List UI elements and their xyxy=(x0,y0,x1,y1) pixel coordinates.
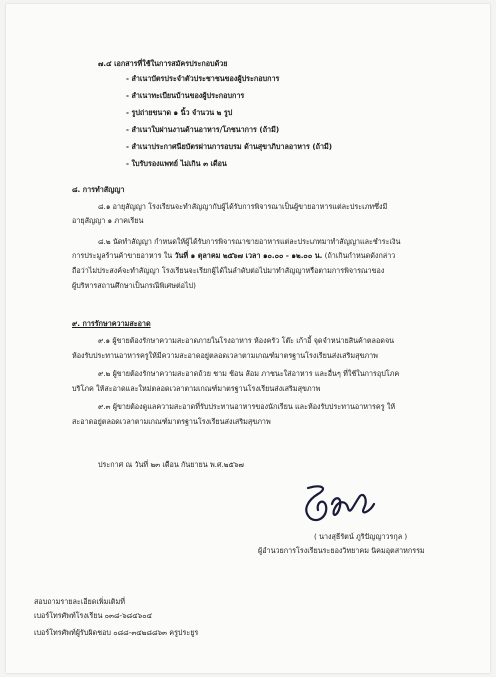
clean-p1-line1: ๙.๑ ผู้ขายต้องรักษาความสะอาดภายในโรงอาหาร ห้องครัว โต๊ะ เก้าอี้ จุดจำหน่ายสินค้าตลอดจน xyxy=(98,336,395,345)
contact-intro: สอบถามรายละเอียดเพิ่มเติมที่ xyxy=(34,597,125,606)
contract-p1-line1: ๘.๑ อายุสัญญา โรงเรียนจะทำสัญญากับผู้ได้รับการพิจารณาเป็นผู้ขายอาหารแต่ละประเภทซึ่งมี xyxy=(98,202,388,211)
docs-item: - สำเนาทะเบียนบ้านของผู้ประกอบการ xyxy=(126,91,245,100)
docs-item: - ใบรับรองแพทย์ ไม่เกิน ๓ เดือน xyxy=(126,159,227,168)
clean-p3-line1: ๙.๓ ผู้ขายต้องดูแลความสะอาดที่รับประทานอาหารของนักเรียน และห้องรับประทานอาหารครู ให้ xyxy=(98,402,396,411)
contract-p2-line1: ๘.๒ นัดทำสัญญา กำหนดให้ผู้ได้รับการพิจารณาขายอาหารแต่ละประเภทมาทำสัญญาและชำระเงิน xyxy=(98,237,401,246)
signer-title: ผู้อำนวยการโรงเรียนระยองวิทยาคม นิคมอุตสาหกรรม xyxy=(258,546,425,555)
contact-school-phone: เบอร์โทรศัพท์โรงเรียน ๐๓๘-๖๘๔๖๐๔ xyxy=(34,611,153,620)
docs-item: - สำเนาบัตรประจำตัวประชาชนของผู้ประกอบการ xyxy=(126,74,280,83)
announce-date: ประกาศ ณ วันที่ ๒๓ เดือน กันยายน พ.ศ.๒๕๖๗ xyxy=(98,460,244,469)
clean-p2-line1: ๙.๒ ผู้ขายต้องรักษาความสะอาดถ้วย ชาม ช้อน ส้อม ภาชนะใส่อาหาร และอื่นๆ ที่ใช้ในการอุปโภค xyxy=(98,369,400,378)
contract-p2-line2 xyxy=(72,251,395,260)
docs-item: - สำเนาใบผ่านงานด้านอาหาร/โภชนาการ (ถ้ามี) xyxy=(126,125,280,134)
docs-heading: ๗.๔ เอกสารที่ใช้ในการสมัครประกอบด้วย xyxy=(98,59,228,68)
contract-p1-line2: อายุสัญญา ๑ ภาคเรียน xyxy=(72,216,144,225)
signer-name: ( นางสุธีรัตน์ ภูริปัญญาวรกุล ) xyxy=(314,532,408,541)
signature-image xyxy=(298,482,376,526)
clean-p1-line2: ห้องรับประทานอาหารครูให้มีความสะอาดอยู่ตลอดเวลาตามเกณฑ์มาตรฐานโรงเรียนส่งเสริมสุขภาพ xyxy=(72,351,378,360)
contract-p2-line4: ผู้บริหารสถานศึกษาเป็นกรณีพิเศษต่อไป) xyxy=(72,281,196,290)
clean-p3-line2: สะอาดอยู่ตลอดเวลาตามเกณฑ์มาตรฐานโรงเรียนส่งเสริมสุขภาพ xyxy=(72,417,271,426)
docs-item: - รูปถ่ายขนาด ๑ นิ้ว จำนวน ๒ รูป xyxy=(126,108,233,117)
contract-date: วันที่ ๑ ตุลาคม ๒๕๖๗ เวลา ๑๐.๐๐ - ๑๒.๐๐ น. xyxy=(174,251,323,260)
docs-item: - สำเนาประกาศนียบัตรผ่านการอบรม ด้านสุขาภิบาลอาหาร (ถ้ามี) xyxy=(126,142,333,151)
clean-heading: ๙. การรักษาความสะอาด xyxy=(72,319,151,328)
clean-p2-line2: บริโภค ให้สะอาดและใหม่ตลอดเวลาตามเกณฑ์มาตรฐานโรงเรียนส่งเสริมสุขภาพ xyxy=(72,384,321,393)
contact-staff-phone: เบอร์โทรศัพท์ผู้รับผิดชอบ ๐๘๘-๓๔๒๘๘๖๓ ครูประยูร xyxy=(34,628,199,637)
contract-heading: ๘. การทำสัญญา xyxy=(72,185,125,194)
contract-p2-line3: ถือว่าไม่ประสงค์จะทำสัญญา โรงเรียนจะเรียกผู้ได้ในลำดับต่อไปมาทำสัญญาหรือตามการพิจารณาของ xyxy=(72,266,385,275)
contract-p2-pre: การประมูลร้านค้าขายอาหาร ใน xyxy=(72,251,175,260)
contract-p2-post: (ถ้าเกินกำหนดดังกล่าว xyxy=(322,251,396,260)
